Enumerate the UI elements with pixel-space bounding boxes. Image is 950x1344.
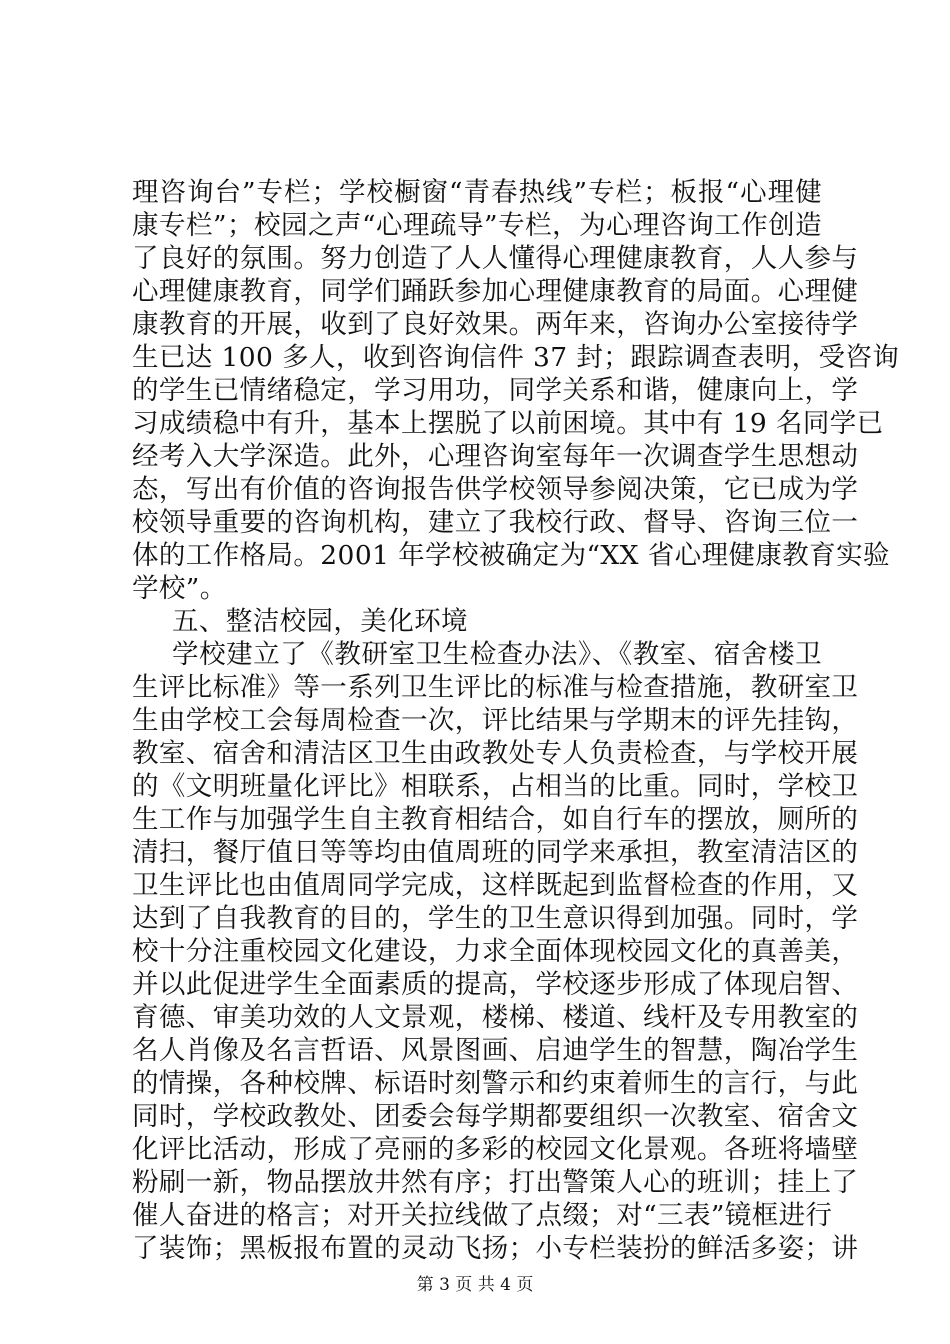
text-line: 达到了自我教育的目的，学生的卫生意识得到加强。同时，学 <box>132 903 859 934</box>
text-line: 的情操，各种校牌、标语时刻警示和约束着师生的言行，与此 <box>132 1068 859 1099</box>
text-line: 习成绩稳中有升，基本上摆脱了以前困境。其中有 19 名同学已 <box>132 408 884 439</box>
text-line: 体的工作格局。2001 年学校被确定为“XX 省心理健康教育实验 <box>132 540 890 571</box>
text-line: 化评比活动，形成了亮丽的多彩的校园文化景观。各班将墙壁 <box>132 1134 859 1165</box>
text-line: 生评比标准》等一系列卫生评比的标准与检查措施，教研室卫 <box>132 672 859 703</box>
text-line: 生已达 100 多人，收到咨询信件 37 封；跟踪调查表明，受咨询 <box>132 342 900 373</box>
text-line: 生由学校工会每周检查一次，评比结果与学期末的评先挂钩， <box>132 705 859 736</box>
text-line: 卫生评比也由值周同学完成，这样既起到监督检查的作用，又 <box>132 870 859 901</box>
text-line: 校领导重要的咨询机构，建立了我校行政、督导、咨询三位一 <box>132 507 859 538</box>
text-line: 催人奋进的格言；对开关拉线做了点缀；对“三表”镜框进行 <box>132 1200 833 1231</box>
text-line: 的学生已情绪稳定，学习用功，同学关系和谐，健康向上，学 <box>132 375 859 406</box>
section-heading: 五、整洁校园，美化环境 <box>172 606 468 637</box>
text-line: 生工作与加强学生自主教育相结合，如自行车的摆放，厕所的 <box>132 804 859 835</box>
text-line: 清扫，餐厅值日等等均由值周班的同学来承担，教室清洁区的 <box>132 837 859 868</box>
text-line: 理咨询台”专栏；学校橱窗“青春热线”专栏；板报“心理健 <box>132 177 822 208</box>
text-line: 教室、宿舍和清洁区卫生由政教处专人负责检查，与学校开展 <box>132 738 859 769</box>
body-text <box>132 176 900 1265</box>
text-line: 学校”。 <box>132 573 227 604</box>
text-line: 学校建立了《教研室卫生检查办法》、《教室、宿舍楼卫 <box>172 639 822 670</box>
text-line: 并以此促进学生全面素质的提高，学校逐步形成了体现启智、 <box>132 969 859 1000</box>
text-line: 同时，学校政教处、团委会每学期都要组织一次教室、宿舍文 <box>132 1101 859 1132</box>
text-line: 康专栏”；校园之声“心理疏导”专栏，为心理咨询工作创造 <box>132 210 822 241</box>
text-line: 名人肖像及名言哲语、风景图画、启迪学生的智慧，陶冶学生 <box>132 1035 859 1066</box>
text-line: 育德、审美功效的人文景观，楼梯、楼道、线杆及专用教室的 <box>132 1002 859 1033</box>
text-line: 了良好的氛围。努力创造了人人懂得心理健康教育，人人参与 <box>132 243 859 274</box>
text-line: 心理健康教育，同学们踊跃参加心理健康教育的局面。心理健 <box>132 276 859 307</box>
text-line: 校十分注重校园文化建设，力求全面体现校园文化的真善美， <box>132 936 859 967</box>
text-line: 了装饰；黑板报布置的灵动飞扬；小专栏装扮的鲜活多姿；讲 <box>132 1233 859 1264</box>
text-line: 的《文明班量化评比》相联系，占相当的比重。同时，学校卫 <box>132 771 859 802</box>
text-line: 态，写出有价值的咨询报告供学校领导参阅决策，它已成为学 <box>132 474 859 505</box>
text-line: 粉刷一新，物品摆放井然有序；打出警策人心的班训；挂上了 <box>132 1167 859 1198</box>
text-line: 经考入大学深造。此外，心理咨询室每年一次调查学生思想动 <box>132 441 859 472</box>
text-line: 康教育的开展，收到了良好效果。两年来，咨询办公室接待学 <box>132 309 859 340</box>
page-number-footer: 第 3 页 共 4 页 <box>416 1275 534 1295</box>
